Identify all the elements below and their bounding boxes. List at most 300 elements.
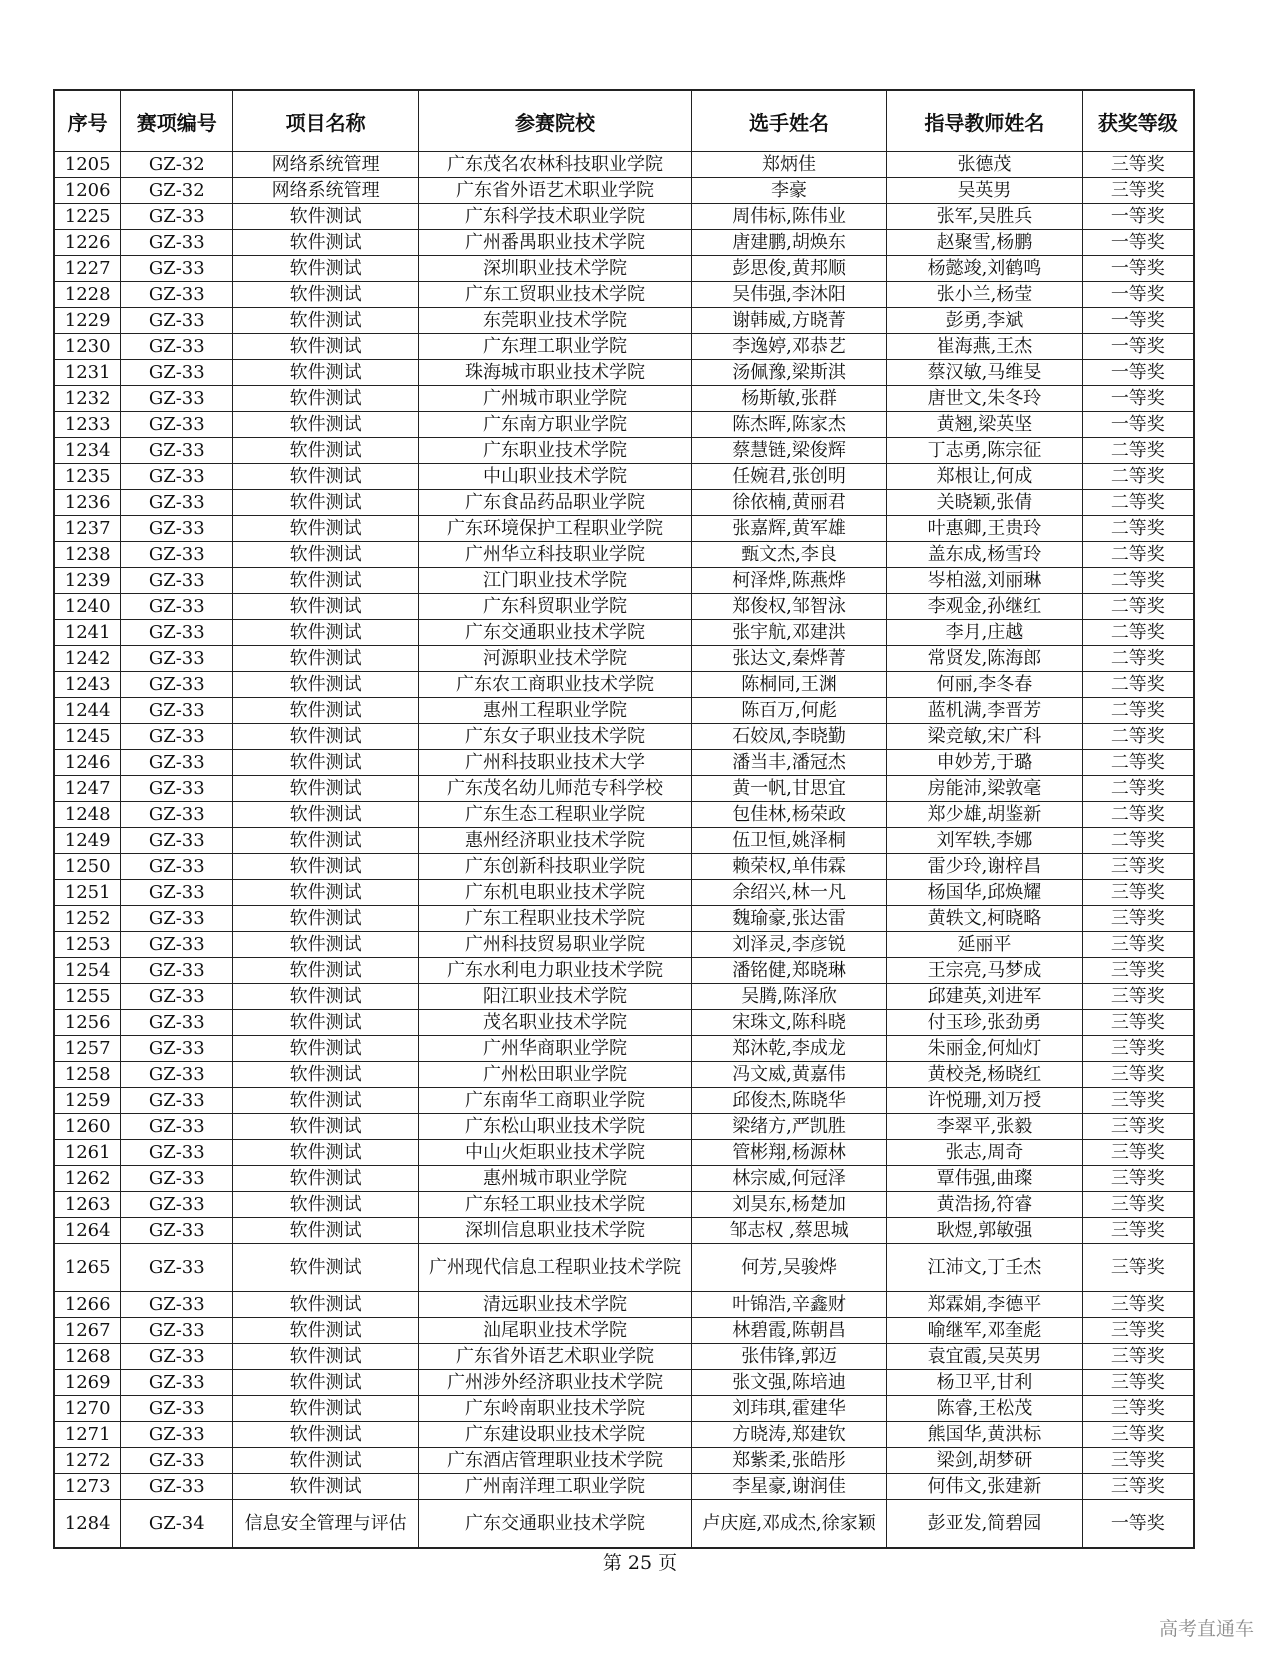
table-row <box>54 1396 1194 1422</box>
col-seq-header: 序号 <box>54 90 121 152</box>
contestant-cell: 吴腾,陈泽欣 <box>691 984 886 1010</box>
page-number: 第 25 页 <box>602 1552 678 1574</box>
seq-cell: 1270 <box>54 1396 121 1422</box>
table-row <box>54 230 1194 256</box>
table-row <box>54 958 1194 984</box>
contestant-cell: 潘铭健,郑晓琳 <box>691 958 886 984</box>
event-code-cell: GZ-33 <box>121 360 233 386</box>
contestant-cell: 何芳,吴骏烨 <box>691 1244 886 1292</box>
school-cell: 中山职业技术学院 <box>419 464 692 490</box>
project-cell: 软件测试 <box>233 1318 419 1344</box>
contestant-cell: 陈桐同,王渊 <box>691 672 886 698</box>
project-cell: 软件测试 <box>233 1244 419 1292</box>
table-row <box>54 1448 1194 1474</box>
seq-cell: 1225 <box>54 204 121 230</box>
event-code-cell: GZ-33 <box>121 1422 233 1448</box>
project-cell: 软件测试 <box>233 1344 419 1370</box>
school-cell: 阳江职业技术学院 <box>419 984 692 1010</box>
teacher-cell: 叶惠卿,王贵玲 <box>887 516 1082 542</box>
teacher-cell: 关晓颖,张倩 <box>887 490 1082 516</box>
seq-cell: 1243 <box>54 672 121 698</box>
contestant-cell: 魏瑜豪,张达雷 <box>691 906 886 932</box>
award-cell: 三等奖 <box>1082 1422 1194 1448</box>
event-code-cell: GZ-33 <box>121 1192 233 1218</box>
school-cell: 深圳职业技术学院 <box>419 256 692 282</box>
project-cell: 软件测试 <box>233 1088 419 1114</box>
contestant-cell: 黄一帆,甘思宜 <box>691 776 886 802</box>
seq-cell: 1267 <box>54 1318 121 1344</box>
project-cell: 软件测试 <box>233 1114 419 1140</box>
seq-cell: 1259 <box>54 1088 121 1114</box>
contestant-cell: 邹志权 ,蔡思城 <box>691 1218 886 1244</box>
school-cell: 广东交通职业技术学院 <box>419 1500 692 1549</box>
seq-cell: 1235 <box>54 464 121 490</box>
teacher-cell: 何伟文,张建新 <box>887 1474 1082 1500</box>
school-cell: 珠海城市职业技术学院 <box>419 360 692 386</box>
event-code-cell: GZ-33 <box>121 1244 233 1292</box>
project-cell: 软件测试 <box>233 776 419 802</box>
seq-cell: 1263 <box>54 1192 121 1218</box>
contestant-cell: 李豪 <box>691 178 886 204</box>
table-body <box>54 152 1194 1549</box>
contestant-cell: 唐建鹏,胡焕东 <box>691 230 886 256</box>
teacher-cell: 丁志勇,陈宗征 <box>887 438 1082 464</box>
seq-cell: 1273 <box>54 1474 121 1500</box>
award-cell: 二等奖 <box>1082 828 1194 854</box>
teacher-cell: 彭勇,李斌 <box>887 308 1082 334</box>
contestant-cell: 甄文杰,李良 <box>691 542 886 568</box>
table-row <box>54 542 1194 568</box>
school-cell: 广州华立科技职业学院 <box>419 542 692 568</box>
teacher-cell: 许悦珊,刘万授 <box>887 1088 1082 1114</box>
seq-cell: 1271 <box>54 1422 121 1448</box>
project-cell: 软件测试 <box>233 490 419 516</box>
teacher-cell: 陈睿,王松茂 <box>887 1396 1082 1422</box>
project-cell: 软件测试 <box>233 880 419 906</box>
table-row <box>54 1192 1194 1218</box>
project-cell: 软件测试 <box>233 438 419 464</box>
project-cell: 软件测试 <box>233 542 419 568</box>
award-cell: 三等奖 <box>1082 958 1194 984</box>
teacher-cell: 邱建英,刘进军 <box>887 984 1082 1010</box>
event-code-cell: GZ-33 <box>121 490 233 516</box>
contestant-cell: 郑紫柔,张皓彤 <box>691 1448 886 1474</box>
teacher-cell: 蓝机满,李晋芳 <box>887 698 1082 724</box>
project-cell: 软件测试 <box>233 282 419 308</box>
event-code-cell: GZ-33 <box>121 308 233 334</box>
school-cell: 广州番禺职业技术学院 <box>419 230 692 256</box>
teacher-cell: 梁剑,胡梦研 <box>887 1448 1082 1474</box>
school-cell: 广州科技职业技术大学 <box>419 750 692 776</box>
school-cell: 汕尾职业技术学院 <box>419 1318 692 1344</box>
school-cell: 广东食品药品职业学院 <box>419 490 692 516</box>
award-cell: 二等奖 <box>1082 620 1194 646</box>
event-code-cell: GZ-33 <box>121 672 233 698</box>
project-cell: 网络系统管理 <box>233 178 419 204</box>
contestant-cell: 蔡慧链,梁俊辉 <box>691 438 886 464</box>
teacher-cell: 黄浩扬,符睿 <box>887 1192 1082 1218</box>
seq-cell: 1244 <box>54 698 121 724</box>
project-cell: 软件测试 <box>233 464 419 490</box>
award-cell: 三等奖 <box>1082 1114 1194 1140</box>
seq-cell: 1269 <box>54 1370 121 1396</box>
seq-cell: 1262 <box>54 1166 121 1192</box>
event-code-cell: GZ-33 <box>121 568 233 594</box>
school-cell: 东莞职业技术学院 <box>419 308 692 334</box>
teacher-cell: 赵聚雪,杨鹏 <box>887 230 1082 256</box>
seq-cell: 1249 <box>54 828 121 854</box>
event-code-cell: GZ-33 <box>121 1166 233 1192</box>
table-row <box>54 724 1194 750</box>
teacher-cell: 唐世文,朱冬玲 <box>887 386 1082 412</box>
table-row <box>54 828 1194 854</box>
award-cell: 二等奖 <box>1082 698 1194 724</box>
project-cell: 软件测试 <box>233 672 419 698</box>
project-cell: 软件测试 <box>233 386 419 412</box>
col-project-header: 项目名称 <box>233 90 419 152</box>
contestant-cell: 宋珠文,陈科晓 <box>691 1010 886 1036</box>
col-event-code-header: 赛项编号 <box>121 90 233 152</box>
project-cell: 软件测试 <box>233 620 419 646</box>
teacher-cell: 房能沛,梁敦毫 <box>887 776 1082 802</box>
award-cell: 二等奖 <box>1082 490 1194 516</box>
table-row <box>54 282 1194 308</box>
event-code-cell: GZ-33 <box>121 1088 233 1114</box>
contestant-cell: 方晓涛,郑建钦 <box>691 1422 886 1448</box>
contestant-cell: 刘昊东,杨楚加 <box>691 1192 886 1218</box>
contestant-cell: 冯文威,黄嘉伟 <box>691 1062 886 1088</box>
event-code-cell: GZ-33 <box>121 438 233 464</box>
table-row <box>54 620 1194 646</box>
project-cell: 软件测试 <box>233 750 419 776</box>
watermark-text: 高考直通车 <box>1158 1618 1254 1640</box>
col-award-header: 获奖等级 <box>1082 90 1194 152</box>
school-cell: 广州城市职业学院 <box>419 386 692 412</box>
seq-cell: 1205 <box>54 152 121 178</box>
award-cell: 二等奖 <box>1082 750 1194 776</box>
table-row <box>54 1114 1194 1140</box>
seq-cell: 1260 <box>54 1114 121 1140</box>
project-cell: 软件测试 <box>233 334 419 360</box>
seq-cell: 1231 <box>54 360 121 386</box>
teacher-cell: 李观金,孙继红 <box>887 594 1082 620</box>
seq-cell: 1242 <box>54 646 121 672</box>
award-cell: 三等奖 <box>1082 1088 1194 1114</box>
award-cell: 二等奖 <box>1082 802 1194 828</box>
award-cell: 一等奖 <box>1082 256 1194 282</box>
event-code-cell: GZ-33 <box>121 412 233 438</box>
award-cell: 二等奖 <box>1082 724 1194 750</box>
award-cell: 三等奖 <box>1082 1166 1194 1192</box>
seq-cell: 1248 <box>54 802 121 828</box>
seq-cell: 1227 <box>54 256 121 282</box>
teacher-cell: 王宗亮,马梦成 <box>887 958 1082 984</box>
award-cell: 一等奖 <box>1082 308 1194 334</box>
award-cell: 三等奖 <box>1082 1448 1194 1474</box>
award-cell: 三等奖 <box>1082 1036 1194 1062</box>
school-cell: 广州涉外经济职业技术学院 <box>419 1370 692 1396</box>
school-cell: 广东建设职业技术学院 <box>419 1422 692 1448</box>
award-cell: 一等奖 <box>1082 1500 1194 1549</box>
teacher-cell: 付玉珍,张劲勇 <box>887 1010 1082 1036</box>
event-code-cell: GZ-33 <box>121 828 233 854</box>
contestant-cell: 张嘉辉,黄军雄 <box>691 516 886 542</box>
school-cell: 广东轻工职业技术学院 <box>419 1192 692 1218</box>
table-row <box>54 1292 1194 1318</box>
seq-cell: 1241 <box>54 620 121 646</box>
seq-cell: 1261 <box>54 1140 121 1166</box>
award-cell: 三等奖 <box>1082 178 1194 204</box>
school-cell: 广东工程职业技术学院 <box>419 906 692 932</box>
contestant-cell: 张文强,陈培迪 <box>691 1370 886 1396</box>
table-row <box>54 1422 1194 1448</box>
contestant-cell: 陈百万,何彪 <box>691 698 886 724</box>
award-cell: 二等奖 <box>1082 594 1194 620</box>
event-code-cell: GZ-33 <box>121 1218 233 1244</box>
event-code-cell: GZ-33 <box>121 256 233 282</box>
award-cell: 三等奖 <box>1082 1292 1194 1318</box>
table-row <box>54 204 1194 230</box>
teacher-cell: 杨懿竣,刘鹤鸣 <box>887 256 1082 282</box>
contestant-cell: 李逸婷,邓恭艺 <box>691 334 886 360</box>
teacher-cell: 张德茂 <box>887 152 1082 178</box>
table-row <box>54 1166 1194 1192</box>
event-code-cell: GZ-33 <box>121 932 233 958</box>
contestant-cell: 徐依楠,黄丽君 <box>691 490 886 516</box>
award-cell: 三等奖 <box>1082 1010 1194 1036</box>
project-cell: 软件测试 <box>233 1218 419 1244</box>
contestant-cell: 卢庆庭,邓成杰,徐家颖 <box>691 1500 886 1549</box>
school-cell: 广东岭南职业技术学院 <box>419 1396 692 1422</box>
contestant-cell: 刘泽灵,李彦锐 <box>691 932 886 958</box>
award-cell: 一等奖 <box>1082 204 1194 230</box>
event-code-cell: GZ-33 <box>121 542 233 568</box>
table-row <box>54 1370 1194 1396</box>
award-cell: 三等奖 <box>1082 1318 1194 1344</box>
table-row <box>54 1474 1194 1500</box>
project-cell: 软件测试 <box>233 1010 419 1036</box>
table-row <box>54 386 1194 412</box>
project-cell: 软件测试 <box>233 724 419 750</box>
school-cell: 广东交通职业技术学院 <box>419 620 692 646</box>
teacher-cell: 蔡汉敏,马维旻 <box>887 360 1082 386</box>
award-cell: 三等奖 <box>1082 906 1194 932</box>
event-code-cell: GZ-33 <box>121 334 233 360</box>
col-teacher-header: 指导教师姓名 <box>887 90 1082 152</box>
event-code-cell: GZ-33 <box>121 1396 233 1422</box>
teacher-cell: 杨国华,邱焕耀 <box>887 880 1082 906</box>
table-row <box>54 594 1194 620</box>
project-cell: 软件测试 <box>233 698 419 724</box>
table-row <box>54 750 1194 776</box>
table-row <box>54 568 1194 594</box>
event-code-cell: GZ-33 <box>121 906 233 932</box>
col-school-header: 参赛院校 <box>419 90 692 152</box>
project-cell: 软件测试 <box>233 646 419 672</box>
table-row <box>54 360 1194 386</box>
seq-cell: 1239 <box>54 568 121 594</box>
seq-cell: 1251 <box>54 880 121 906</box>
event-code-cell: GZ-33 <box>121 204 233 230</box>
event-code-cell: GZ-33 <box>121 620 233 646</box>
project-cell: 网络系统管理 <box>233 152 419 178</box>
school-cell: 广州松田职业学院 <box>419 1062 692 1088</box>
project-cell: 软件测试 <box>233 854 419 880</box>
seq-cell: 1240 <box>54 594 121 620</box>
teacher-cell: 喻继军,邓奎彪 <box>887 1318 1082 1344</box>
school-cell: 广州华商职业学院 <box>419 1036 692 1062</box>
event-code-cell: GZ-33 <box>121 1062 233 1088</box>
table-row <box>54 1062 1194 1088</box>
teacher-cell: 朱丽金,何灿灯 <box>887 1036 1082 1062</box>
award-cell: 二等奖 <box>1082 646 1194 672</box>
school-cell: 广东职业技术学院 <box>419 438 692 464</box>
contestant-cell: 汤佩豫,梁斯淇 <box>691 360 886 386</box>
teacher-cell: 何丽,李冬春 <box>887 672 1082 698</box>
award-cell: 二等奖 <box>1082 438 1194 464</box>
school-cell: 广东省外语艺术职业学院 <box>419 1344 692 1370</box>
award-cell: 三等奖 <box>1082 1192 1194 1218</box>
project-cell: 软件测试 <box>233 828 419 854</box>
school-cell: 广东创新科技职业学院 <box>419 854 692 880</box>
contestant-cell: 彭思俊,黄邦顺 <box>691 256 886 282</box>
seq-cell: 1252 <box>54 906 121 932</box>
project-cell: 软件测试 <box>233 984 419 1010</box>
table-row <box>54 152 1194 178</box>
school-cell: 清远职业技术学院 <box>419 1292 692 1318</box>
award-cell: 一等奖 <box>1082 386 1194 412</box>
event-code-cell: GZ-33 <box>121 464 233 490</box>
event-code-cell: GZ-33 <box>121 1292 233 1318</box>
seq-cell: 1228 <box>54 282 121 308</box>
teacher-cell: 张军,吴胜兵 <box>887 204 1082 230</box>
table-header-row <box>54 90 1194 152</box>
teacher-cell: 熊国华,黄洪标 <box>887 1422 1082 1448</box>
event-code-cell: GZ-33 <box>121 386 233 412</box>
event-code-cell: GZ-33 <box>121 1140 233 1166</box>
project-cell: 软件测试 <box>233 568 419 594</box>
project-cell: 软件测试 <box>233 412 419 438</box>
contestant-cell: 郑俊权,邹智泳 <box>691 594 886 620</box>
teacher-cell: 延丽平 <box>887 932 1082 958</box>
teacher-cell: 袁宜霞,吴英男 <box>887 1344 1082 1370</box>
award-cell: 三等奖 <box>1082 1344 1194 1370</box>
table-row <box>54 932 1194 958</box>
project-cell: 软件测试 <box>233 256 419 282</box>
seq-cell: 1253 <box>54 932 121 958</box>
project-cell: 软件测试 <box>233 932 419 958</box>
contestant-cell: 周伟标,陈伟业 <box>691 204 886 230</box>
event-code-cell: GZ-33 <box>121 724 233 750</box>
teacher-cell: 李翠平,张毅 <box>887 1114 1082 1140</box>
table-row <box>54 646 1194 672</box>
school-cell: 中山火炬职业技术学院 <box>419 1140 692 1166</box>
seq-cell: 1237 <box>54 516 121 542</box>
event-code-cell: GZ-33 <box>121 1370 233 1396</box>
school-cell: 惠州工程职业学院 <box>419 698 692 724</box>
project-cell: 软件测试 <box>233 516 419 542</box>
table-row <box>54 490 1194 516</box>
school-cell: 惠州经济职业技术学院 <box>419 828 692 854</box>
award-cell: 三等奖 <box>1082 1396 1194 1422</box>
contestant-cell: 石姣凤,李晓勤 <box>691 724 886 750</box>
seq-cell: 1250 <box>54 854 121 880</box>
project-cell: 软件测试 <box>233 1166 419 1192</box>
award-cell: 二等奖 <box>1082 672 1194 698</box>
contestant-cell: 刘玮琪,霍建华 <box>691 1396 886 1422</box>
school-cell: 广州现代信息工程职业技术学院 <box>419 1244 692 1292</box>
event-code-cell: GZ-33 <box>121 230 233 256</box>
event-code-cell: GZ-33 <box>121 1474 233 1500</box>
table-row <box>54 1244 1194 1292</box>
table-row <box>54 1010 1194 1036</box>
teacher-cell: 刘军轶,李娜 <box>887 828 1082 854</box>
project-cell: 软件测试 <box>233 1140 419 1166</box>
award-cell: 三等奖 <box>1082 880 1194 906</box>
event-code-cell: GZ-34 <box>121 1500 233 1549</box>
school-cell: 广东南方职业学院 <box>419 412 692 438</box>
table-row <box>54 516 1194 542</box>
table-row <box>54 880 1194 906</box>
table-row <box>54 412 1194 438</box>
event-code-cell: GZ-32 <box>121 152 233 178</box>
project-cell: 软件测试 <box>233 906 419 932</box>
contestant-cell: 林碧霞,陈朝昌 <box>691 1318 886 1344</box>
table-row <box>54 1318 1194 1344</box>
table-row <box>54 854 1194 880</box>
seq-cell: 1258 <box>54 1062 121 1088</box>
teacher-cell: 郑霖娟,李德平 <box>887 1292 1082 1318</box>
school-cell: 江门职业技术学院 <box>419 568 692 594</box>
event-code-cell: GZ-33 <box>121 880 233 906</box>
project-cell: 软件测试 <box>233 1036 419 1062</box>
seq-cell: 1233 <box>54 412 121 438</box>
teacher-cell: 郑根让,何成 <box>887 464 1082 490</box>
seq-cell: 1238 <box>54 542 121 568</box>
teacher-cell: 杨卫平,甘利 <box>887 1370 1082 1396</box>
contestant-cell: 邱俊杰,陈晓华 <box>691 1088 886 1114</box>
event-code-cell: GZ-33 <box>121 984 233 1010</box>
school-cell: 广东科学技术职业学院 <box>419 204 692 230</box>
contestant-cell: 张伟锋,郭迈 <box>691 1344 886 1370</box>
contestant-cell: 叶锦浩,辛鑫财 <box>691 1292 886 1318</box>
project-cell: 信息安全管理与评估 <box>233 1500 419 1549</box>
seq-cell: 1257 <box>54 1036 121 1062</box>
contestant-cell: 管彬翔,杨源林 <box>691 1140 886 1166</box>
event-code-cell: GZ-33 <box>121 1010 233 1036</box>
contestant-cell: 郑沐乾,李成龙 <box>691 1036 886 1062</box>
award-cell: 三等奖 <box>1082 932 1194 958</box>
school-cell: 广东工贸职业技术学院 <box>419 282 692 308</box>
project-cell: 软件测试 <box>233 1062 419 1088</box>
seq-cell: 1272 <box>54 1448 121 1474</box>
school-cell: 广东南华工商职业学院 <box>419 1088 692 1114</box>
seq-cell: 1236 <box>54 490 121 516</box>
table-row <box>54 802 1194 828</box>
school-cell: 茂名职业技术学院 <box>419 1010 692 1036</box>
school-cell: 广东生态工程职业学院 <box>419 802 692 828</box>
award-cell: 三等奖 <box>1082 1140 1194 1166</box>
seq-cell: 1254 <box>54 958 121 984</box>
event-code-cell: GZ-33 <box>121 1344 233 1370</box>
contestant-cell: 包佳林,杨荣政 <box>691 802 886 828</box>
event-code-cell: GZ-33 <box>121 854 233 880</box>
seq-cell: 1255 <box>54 984 121 1010</box>
event-code-cell: GZ-33 <box>121 1036 233 1062</box>
table-row <box>54 438 1194 464</box>
seq-cell: 1247 <box>54 776 121 802</box>
award-cell: 三等奖 <box>1082 1244 1194 1292</box>
